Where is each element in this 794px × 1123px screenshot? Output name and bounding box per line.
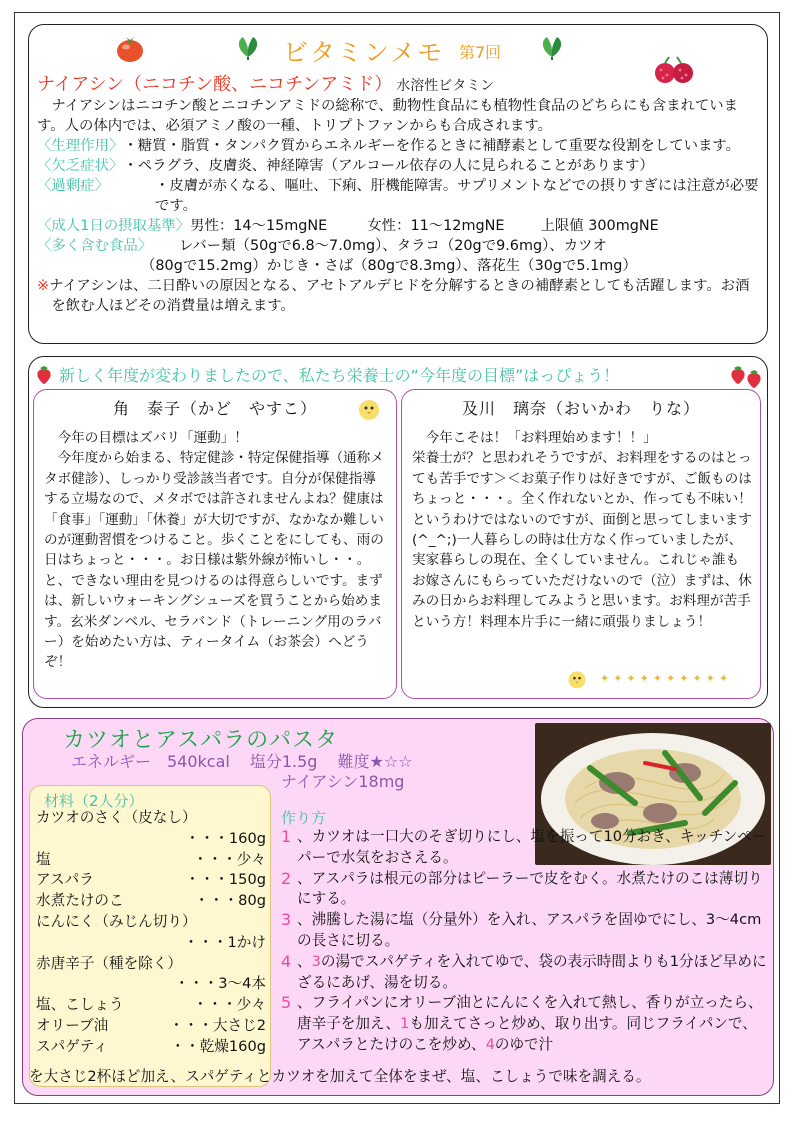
step-item: [281, 910, 771, 952]
step-number: 3: [281, 910, 292, 930]
foods-line-2: （80gで15.2mg）かじき・さば（80gで8.3mg）、落花生（30gで5.1mg）: [141, 258, 637, 274]
ingredient-name: 塩: [36, 850, 51, 868]
step-text-body: の湯でスパゲティを入れてゆで、袋の表示時間よりも1分ほど早めにざるにあげ、湯を切る。: [297, 952, 767, 991]
step-number: 1: [281, 827, 292, 846]
ingredient-quantity: ・・・80g: [194, 892, 266, 910]
goal-body: [44, 428, 388, 673]
step-text: [297, 952, 771, 994]
ingredient-row: [36, 850, 266, 871]
steps-list: [281, 827, 771, 1056]
niacin-subtitle: 水溶性ビタミン: [396, 78, 495, 94]
step-item: [281, 869, 771, 911]
goal-card-kado: [33, 389, 397, 699]
ingredient-name: アスパラ: [36, 871, 94, 889]
deficiency-text: ・ペラグラ、皮膚炎、神経障害（アルコール依存の人に見られることがあります）: [123, 158, 654, 174]
ingredients-list: [36, 808, 266, 1058]
recipe-energy: エネルギー 540kcal: [71, 752, 230, 771]
step-text-body: も加えてさっと炒め、取り出す。同じフライパンで、アスパラとたけのこを炒め、: [297, 1015, 757, 1053]
goals-section: [28, 356, 768, 708]
memo-body: [37, 75, 759, 316]
memo-title: ビタミンメモ: [283, 38, 445, 67]
tomato-icon: [115, 35, 145, 63]
strawberry-icon: [745, 369, 763, 389]
ingredient-quantity: ・・・160g: [185, 829, 266, 847]
intake-label: 〈成人1日の摂取基準〉: [37, 218, 191, 234]
ingredient-name: 塩、こしょう: [36, 996, 124, 1014]
function-label: 〈生理作用〉: [37, 138, 124, 154]
goals-heading: 新しく年度が変わりましたので、私たち栄養士の“今年度の目標”はっぴょう！: [59, 366, 620, 385]
goal-author-name: 及川 璃奈（おいかわ りな）: [461, 399, 700, 418]
step-text-body: 、フライパンにオリーブ油とにんにくを入れて熱し、香りが立ったら、唐辛子を加え、: [297, 994, 763, 1033]
excess-label: 〈過剰症〉: [37, 178, 109, 194]
ingredient-quantity: ・・・大さじ2: [169, 1016, 266, 1034]
recipe-salt: 塩分1.5g: [249, 752, 318, 771]
step-separator: 、: [297, 952, 312, 970]
step-number: 4: [281, 951, 292, 971]
ingredient-row: [36, 1016, 266, 1037]
ingredient-name: スパゲティ: [36, 1037, 108, 1055]
niacin-title: ナイアシン（ニコチン酸、ニコチンアミド）: [37, 74, 393, 95]
ingredient-row: [36, 912, 266, 933]
niacin-intro: ナイアシンはニコチン酸とニコチンアミドの総称で、動物性食品にも植物性食品のどちらにも含まれています。人の体内では、必須アミノ酸の一種、トリプトファンからも合成されます。: [37, 98, 739, 134]
ingredient-name: 水煮たけのこ: [36, 892, 124, 910]
foods-line-1: レバー類（50gで6.8～7.0mg）、タラコ（20gで9.6mg）、カツオ: [179, 238, 607, 254]
step-text: [297, 993, 771, 1055]
step-item: [281, 952, 771, 994]
strawberry-icon: [35, 365, 53, 385]
ingredient-quantity: ・・・150g: [185, 871, 266, 889]
ingredient-quantity: ・・・少々: [193, 996, 266, 1014]
goal-body: [412, 428, 752, 632]
ingredient-row: [36, 933, 266, 954]
ingredient-quantity: ・・・3～4本: [174, 975, 266, 993]
chick-icon: [566, 668, 588, 690]
deficiency-label: 〈欠乏症状〉: [37, 158, 124, 174]
step-text: 、沸騰した湯に塩（分量外）を入れ、アスパラを固ゆでにし、3～4cmの長さに切る。: [297, 911, 762, 949]
excess-text: ・皮膚が赤くなる、嘔吐、下痢、肝機能障害。サプリメントなどでの摂りすぎには注意が必要です。: [155, 178, 759, 214]
ingredient-row: [36, 995, 266, 1016]
memo-issue-number: 第7回: [459, 43, 502, 62]
memo-header: [29, 31, 767, 71]
ingredient-quantity: ・・乾燥160g: [170, 1037, 266, 1055]
ingredient-quantity: ・・・少々: [193, 850, 266, 868]
recipe-section: [22, 718, 774, 1096]
foods-row: [37, 236, 759, 256]
deficiency-row: [37, 156, 759, 176]
goals-header: [35, 361, 763, 387]
ingredient-row: [36, 870, 266, 891]
leaf-icon: [233, 33, 263, 61]
niacin-note: [37, 276, 759, 316]
ingredient-name: にんにく（みじん切り）: [36, 912, 197, 930]
vitamin-memo-section: [28, 24, 768, 344]
step-number: 5: [281, 993, 292, 1013]
intake-row: [37, 216, 759, 236]
function-text: ・糖質・脂質・タンパク質からエネルギーを作るときに補酵素として重要な役割をしています。: [123, 138, 740, 154]
ingredient-name: カツオのさく（皮なし）: [36, 809, 197, 826]
note-mark: ※: [37, 278, 50, 294]
ingredients-box: [29, 785, 271, 1087]
excess-row: [37, 176, 759, 216]
goal-author-name: 角 泰子（かど やすこ）: [112, 399, 317, 418]
step-reference: 3: [311, 952, 321, 970]
ingredient-row: [36, 829, 266, 850]
chick-icon: [356, 396, 382, 422]
ingredient-row: [36, 1037, 266, 1058]
step-reference: 4: [485, 1035, 495, 1053]
step-reference: 1: [400, 1015, 410, 1033]
intake-male: 男性：14～15mgNE: [190, 218, 328, 234]
sparkle-decoration: ✦✦✦✦✦✦✦✦✦✦: [600, 672, 733, 685]
step-text: 、アスパラは根元の部分はピーラーで皮をむく。水煮たけのこは薄切りにする。: [297, 869, 763, 908]
function-row: [37, 136, 759, 156]
foods-label: 〈多く含む食品〉: [37, 238, 153, 254]
recipe-niacin: ナイアシン18mg: [281, 772, 405, 791]
goal-paragraph: 今年度から始まる、特定健診・特定保健指導（通称メタボ健診）、しっかり受診該当者です。自分が保健指導する立場なので、メタボでは許されませんよね？健康は「食事」「運動」「休養」が大切ですが、なかなか難しいのが運動習慣をつけること。歩くことをにしても、雨の日はちょっと・・・。お日様は紫外線が怖いし・・。と、できない理由を見つけるのは得意らしいです。まずは、新しいウォーキングシューズを買うことから始めます。玄米ダンベル、セラバンド（トレーニング用のラバー）を始めたい方は、ティータイム（お茶会）へどうぞ！: [44, 450, 384, 671]
ingredient-quantity: ・・・1かけ: [183, 933, 266, 951]
leaf-icon: [537, 33, 567, 61]
ingredient-row: [36, 974, 266, 995]
step-text: 、カツオは一口大のそぎ切りにし、塩を振って10分おき、キッチンペーパーで水気をおさえる。: [297, 828, 767, 866]
recipe-difficulty: 難度★☆☆: [337, 752, 413, 771]
note-text: ナイアシンは、二日酔いの原因となる、アセトアルデヒドを分解するときの補酵素としても活躍します。お酒を飲む人ほどその消費量は増えます。: [49, 278, 750, 314]
goal-paragraph: 今年こそは！「お料理始めます！！」: [425, 430, 657, 446]
intake-upper: 上限値 300mgNE: [540, 218, 659, 234]
ingredients-title: 材料（2人分）: [44, 792, 144, 810]
ingredient-name: 赤唐辛子（種を除く）: [36, 954, 182, 972]
niacin-heading: [37, 75, 759, 96]
ingredient-row: [36, 808, 266, 829]
step-item: [281, 827, 771, 869]
steps-title: 作り方: [281, 809, 327, 827]
step-text-body: のゆで汁: [494, 1035, 554, 1053]
step-item: [281, 993, 771, 1055]
ingredient-row: [36, 954, 266, 975]
intake-female: 女性：11～12mgNE: [367, 218, 505, 234]
goal-paragraph: 今年の目標はズバリ「運動」！: [57, 430, 248, 446]
recipe-title: カツオとアスパラのパスタ: [63, 728, 339, 753]
goal-paragraph: 栄養士が？と思われそうですが、お料理をするのはとっても苦手です＞＜お菓子作りは好きですが、ご飯ものはちょっと・・・。全く作れないとか、作っても不味い！というわけではないのですが、面倒と思ってしまいます(^_^;)一人暮らしの時は仕方なく作っていましたが、実家暮らしの現在、全くしていません。これじゃ誰もお嫁さんにもらっていただけないので（泣）まずは、休みの日からお料理してみようと思います。お料理が苦手という方！料理本片手に一緒に頑張りましょう！: [412, 450, 752, 630]
goal-card-oikawa: [401, 389, 761, 699]
step-number: 2: [281, 868, 292, 888]
ingredient-name: オリーブ油: [36, 1016, 109, 1034]
step-tail-text: を大さじ2杯ほど加え、スパゲティとカツオを加えて全体をまぜ、塩、こしょうで味を調える。: [29, 1068, 651, 1085]
ingredient-row: [36, 891, 266, 912]
